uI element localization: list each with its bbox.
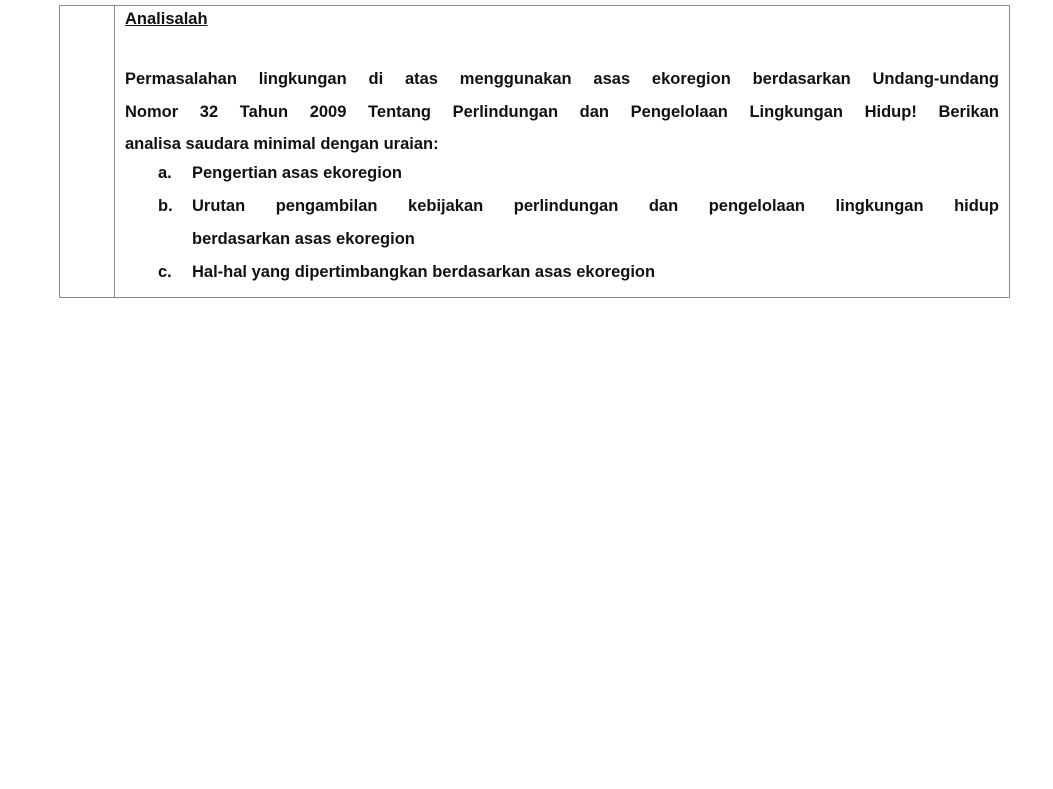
list-item-text: Urutan pengambilan kebijakan perlindungan dan pengelolaan lingkungan hidup xyxy=(192,197,999,215)
question-table xyxy=(59,5,1010,298)
paragraph-line: Permasalahan lingkungan di atas menggunakan asas ekoregion berdasarkan Undang-undang xyxy=(125,70,999,88)
list-item xyxy=(158,256,999,289)
number-column-cell xyxy=(60,6,115,297)
list-marker: a. xyxy=(158,164,172,182)
content-cell xyxy=(115,6,1009,297)
heading: Analisalah xyxy=(125,10,208,28)
list-item xyxy=(158,157,999,190)
instruction-paragraph xyxy=(125,63,999,161)
paragraph-line: Nomor 32 Tahun 2009 Tentang Perlindungan dan Pengelolaan Lingkungan Hidup! Berikan xyxy=(125,102,999,121)
list-item-text: berdasarkan asas ekoregion xyxy=(192,230,415,248)
list-item-text: Hal-hal yang dipertimbangkan berdasarkan asas ekoregion xyxy=(192,263,656,281)
paragraph-line: analisa saudara minimal dengan uraian: xyxy=(125,135,439,153)
question-list xyxy=(158,157,999,289)
list-marker: b. xyxy=(158,197,173,215)
list-item-text: Pengertian asas ekoregion xyxy=(192,164,402,182)
list-marker: c. xyxy=(158,263,172,281)
list-item xyxy=(158,190,999,256)
